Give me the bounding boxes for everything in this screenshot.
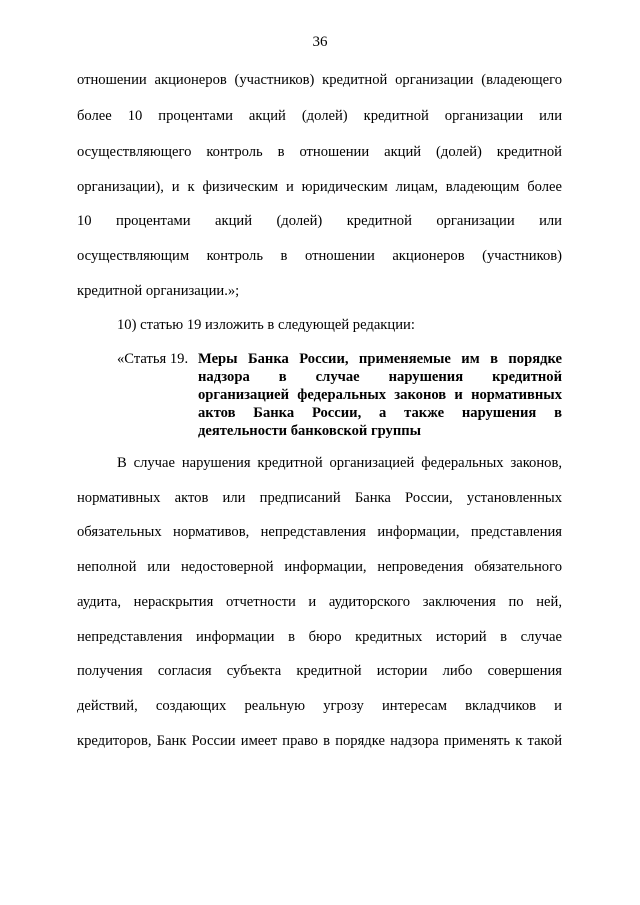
article-title-line: организацией федеральных законов и нормативных	[198, 387, 562, 403]
paragraph-1-line: 10 процентами акций (долей) кредитной организации или	[77, 213, 562, 229]
paragraph-2-line: кредиторов, Банк России имеет право в порядке надзора применять к такой	[77, 733, 562, 749]
paragraph-1-line: отношении акционеров (участников) кредитной организации (владеющего	[77, 72, 562, 88]
paragraph-2-line: действий, создающих реальную угрозу интересам вкладчиков и	[77, 698, 562, 714]
article-title-line: актов Банка России, а также нарушения в	[198, 405, 562, 421]
paragraph-2-line: В случае нарушения кредитной организацией федеральных законов,	[117, 455, 562, 471]
article-label: «Статья 19.	[117, 351, 189, 367]
paragraph-1-line: осуществляющего контроль в отношении акций (долей) кредитной	[77, 144, 562, 160]
article-title	[198, 350, 562, 440]
paragraph-1-line: осуществляющим контроль в отношении акционеров (участников)	[77, 248, 562, 264]
page-number: 36	[312, 34, 328, 50]
paragraph-1-line: кредитной организации.»;	[77, 283, 240, 299]
paragraph-2-line: аудита, нераскрытия отчетности и аудиторского заключения по ней,	[77, 594, 562, 610]
article-title-line: деятельности банковской группы	[198, 423, 422, 439]
paragraph-2-line: обязательных нормативов, непредставления информации, представления	[77, 524, 562, 540]
paragraph-2-line: неполной или недостоверной информации, непроведения обязательного	[77, 559, 562, 575]
paragraph-1-line: более 10 процентами акций (долей) кредитной организации или	[77, 108, 562, 124]
paragraph-2-line: непредставления информации в бюро кредитных историй в случае	[77, 629, 562, 645]
item-10-text: 10) статью 19 изложить в следующей редакции:	[117, 317, 415, 333]
paragraph-2-line: нормативных актов или предписаний Банка России, установленных	[77, 490, 562, 506]
paragraph-1-line: организации), и к физическим и юридическим лицам, владеющим более	[77, 179, 562, 195]
paragraph-2-line: получения согласия субъекта кредитной истории либо совершения	[77, 663, 562, 679]
article-title-line: надзора в случае нарушения кредитной	[198, 369, 562, 385]
article-title-line: Меры Банка России, применяемые им в порядке	[198, 351, 562, 367]
